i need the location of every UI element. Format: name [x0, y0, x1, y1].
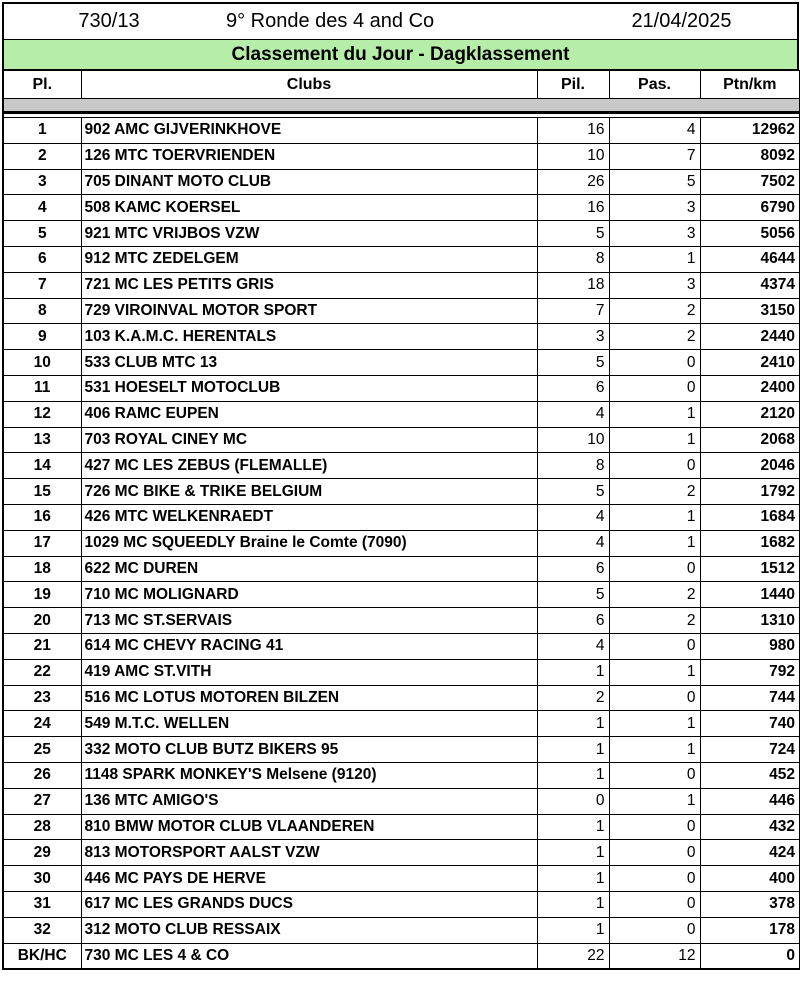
- table-row: [3, 272, 800, 298]
- passengers-cell: 1: [609, 427, 700, 453]
- passengers-cell: 1: [609, 401, 700, 427]
- club-cell: 730 MC LES 4 & CO: [81, 943, 537, 969]
- club-cell: 406 RAMC EUPEN: [81, 401, 537, 427]
- points-cell: 724: [700, 737, 800, 763]
- club-cell: 419 AMC ST.VITH: [81, 659, 537, 685]
- passengers-cell: 1: [609, 530, 700, 556]
- club-cell: 921 MTC VRIJBOS VZW: [81, 221, 537, 247]
- pilots-cell: 8: [537, 246, 609, 272]
- points-cell: 400: [700, 866, 800, 892]
- rank-cell: 21: [3, 633, 81, 659]
- rank-cell: 17: [3, 530, 81, 556]
- passengers-cell: 0: [609, 840, 700, 866]
- rank-cell: 27: [3, 788, 81, 814]
- table-row: [3, 118, 800, 144]
- table-row: [3, 298, 800, 324]
- points-cell: 178: [700, 917, 800, 943]
- passengers-cell: 1: [609, 788, 700, 814]
- club-cell: 705 DINANT MOTO CLUB: [81, 169, 537, 195]
- club-cell: 549 M.T.C. WELLEN: [81, 711, 537, 737]
- points-cell: 6790: [700, 195, 800, 221]
- passengers-cell: 12: [609, 943, 700, 969]
- points-cell: 452: [700, 762, 800, 788]
- points-cell: 2400: [700, 375, 800, 401]
- table-row: [3, 479, 800, 505]
- pilots-cell: 1: [537, 711, 609, 737]
- points-cell: 7502: [700, 169, 800, 195]
- passengers-cell: 0: [609, 350, 700, 376]
- club-cell: 726 MC BIKE & TRIKE BELGIUM: [81, 479, 537, 505]
- table-row: [3, 169, 800, 195]
- passengers-cell: 0: [609, 917, 700, 943]
- table-row: [3, 891, 800, 917]
- points-cell: 0: [700, 943, 800, 969]
- pilots-cell: 1: [537, 737, 609, 763]
- points-cell: 2120: [700, 401, 800, 427]
- rank-cell: 5: [3, 221, 81, 247]
- rank-cell: 10: [3, 350, 81, 376]
- points-cell: 5056: [700, 221, 800, 247]
- passengers-cell: 0: [609, 453, 700, 479]
- passengers-cell: 2: [609, 324, 700, 350]
- ranking-rows: [3, 118, 800, 969]
- pilots-cell: 0: [537, 788, 609, 814]
- table-row: [3, 788, 800, 814]
- pilots-cell: 4: [537, 504, 609, 530]
- column-header-ptn: Ptn/km: [700, 71, 800, 99]
- club-cell: 531 HOESELT MOTOCLUB: [81, 375, 537, 401]
- points-cell: 2046: [700, 453, 800, 479]
- pilots-cell: 1: [537, 840, 609, 866]
- club-cell: 516 MC LOTUS MOTOREN BILZEN: [81, 685, 537, 711]
- pilots-cell: 4: [537, 530, 609, 556]
- passengers-cell: 0: [609, 375, 700, 401]
- rank-cell: 12: [3, 401, 81, 427]
- points-cell: 3150: [700, 298, 800, 324]
- passengers-cell: 3: [609, 221, 700, 247]
- club-cell: 902 AMC GIJVERINKHOVE: [81, 118, 537, 144]
- points-cell: 1440: [700, 582, 800, 608]
- passengers-cell: 3: [609, 272, 700, 298]
- pilots-cell: 1: [537, 866, 609, 892]
- club-cell: 533 CLUB MTC 13: [81, 350, 537, 376]
- table-row: [3, 633, 800, 659]
- event-reference: 730/13: [78, 10, 140, 32]
- pilots-cell: 3: [537, 324, 609, 350]
- club-cell: 703 ROYAL CINEY MC: [81, 427, 537, 453]
- event-title: 9° Ronde des 4 and Co: [226, 10, 435, 32]
- classification-sheet: [2, 2, 799, 970]
- column-header-pil: Pil.: [537, 71, 609, 99]
- club-cell: 713 MC ST.SERVAIS: [81, 608, 537, 634]
- rank-cell: 20: [3, 608, 81, 634]
- pilots-cell: 10: [537, 427, 609, 453]
- points-cell: 446: [700, 788, 800, 814]
- pilots-cell: 8: [537, 453, 609, 479]
- passengers-cell: 5: [609, 169, 700, 195]
- points-cell: 1684: [700, 504, 800, 530]
- pilots-cell: 2: [537, 685, 609, 711]
- table-row: [3, 530, 800, 556]
- club-cell: 103 K.A.M.C. HERENTALS: [81, 324, 537, 350]
- table-row: [3, 711, 800, 737]
- club-cell: 1148 SPARK MONKEY'S Melsene (9120): [81, 762, 537, 788]
- passengers-cell: 1: [609, 711, 700, 737]
- table-row: [3, 375, 800, 401]
- club-cell: 710 MC MOLIGNARD: [81, 582, 537, 608]
- rank-cell: 29: [3, 840, 81, 866]
- points-cell: 2068: [700, 427, 800, 453]
- table-row: [3, 401, 800, 427]
- pilots-cell: 1: [537, 762, 609, 788]
- rank-cell: 22: [3, 659, 81, 685]
- rank-cell: 25: [3, 737, 81, 763]
- club-cell: 622 MC DUREN: [81, 556, 537, 582]
- pilots-cell: 6: [537, 375, 609, 401]
- rank-cell: 3: [3, 169, 81, 195]
- points-cell: 432: [700, 814, 800, 840]
- club-cell: 426 MTC WELKENRAEDT: [81, 504, 537, 530]
- table-row: [3, 659, 800, 685]
- table-row: [3, 143, 800, 169]
- pilots-cell: 22: [537, 943, 609, 969]
- passengers-cell: 1: [609, 246, 700, 272]
- club-cell: 332 MOTO CLUB BUTZ BIKERS 95: [81, 737, 537, 763]
- rank-cell: 31: [3, 891, 81, 917]
- club-cell: 136 MTC AMIGO'S: [81, 788, 537, 814]
- points-cell: 424: [700, 840, 800, 866]
- pilots-cell: 4: [537, 633, 609, 659]
- club-cell: 912 MTC ZEDELGEM: [81, 246, 537, 272]
- rank-cell: 9: [3, 324, 81, 350]
- rank-cell: 2: [3, 143, 81, 169]
- points-cell: 4374: [700, 272, 800, 298]
- pilots-cell: 10: [537, 143, 609, 169]
- passengers-cell: 2: [609, 298, 700, 324]
- table-row: [3, 582, 800, 608]
- table-row: [3, 324, 800, 350]
- club-cell: 810 BMW MOTOR CLUB VLAANDEREN: [81, 814, 537, 840]
- pilots-cell: 6: [537, 608, 609, 634]
- rank-cell: 13: [3, 427, 81, 453]
- points-cell: 8092: [700, 143, 800, 169]
- passengers-cell: 3: [609, 195, 700, 221]
- points-cell: 980: [700, 633, 800, 659]
- pilots-cell: 1: [537, 814, 609, 840]
- points-cell: 1310: [700, 608, 800, 634]
- pilots-cell: 7: [537, 298, 609, 324]
- points-cell: 1792: [700, 479, 800, 505]
- points-cell: 740: [700, 711, 800, 737]
- table-header-row: [3, 71, 800, 99]
- header-separator: [3, 99, 800, 113]
- rank-cell: 19: [3, 582, 81, 608]
- rank-cell: 11: [3, 375, 81, 401]
- points-cell: 1682: [700, 530, 800, 556]
- passengers-cell: 0: [609, 633, 700, 659]
- header-bar: [2, 2, 799, 40]
- pilots-cell: 18: [537, 272, 609, 298]
- passengers-cell: 0: [609, 814, 700, 840]
- rank-cell: 24: [3, 711, 81, 737]
- rank-cell: 30: [3, 866, 81, 892]
- rank-cell: 32: [3, 917, 81, 943]
- pilots-cell: 26: [537, 169, 609, 195]
- club-cell: 729 VIROINVAL MOTOR SPORT: [81, 298, 537, 324]
- table-row: [3, 762, 800, 788]
- passengers-cell: 7: [609, 143, 700, 169]
- pilots-cell: 5: [537, 582, 609, 608]
- rank-cell: 18: [3, 556, 81, 582]
- passengers-cell: 0: [609, 762, 700, 788]
- table-row: [3, 814, 800, 840]
- table-row: [3, 866, 800, 892]
- pilots-cell: 16: [537, 118, 609, 144]
- table-row: [3, 917, 800, 943]
- table-row: [3, 556, 800, 582]
- pilots-cell: 5: [537, 350, 609, 376]
- pilots-cell: 5: [537, 221, 609, 247]
- club-cell: 446 MC PAYS DE HERVE: [81, 866, 537, 892]
- rank-cell: BK/HC: [3, 943, 81, 969]
- table-row: [3, 608, 800, 634]
- table-row: [3, 350, 800, 376]
- pilots-cell: 4: [537, 401, 609, 427]
- rank-cell: 6: [3, 246, 81, 272]
- passengers-cell: 1: [609, 659, 700, 685]
- column-header-clubs: Clubs: [81, 71, 537, 99]
- rank-cell: 4: [3, 195, 81, 221]
- rank-cell: 14: [3, 453, 81, 479]
- pilots-cell: 1: [537, 917, 609, 943]
- club-cell: 813 MOTORSPORT AALST VZW: [81, 840, 537, 866]
- table-row: [3, 737, 800, 763]
- points-cell: 378: [700, 891, 800, 917]
- pilots-cell: 1: [537, 659, 609, 685]
- passengers-cell: 0: [609, 556, 700, 582]
- table-row: [3, 221, 800, 247]
- passengers-cell: 2: [609, 582, 700, 608]
- points-cell: 744: [700, 685, 800, 711]
- club-cell: 1029 MC SQUEEDLY Braine le Comte (7090): [81, 530, 537, 556]
- pilots-cell: 16: [537, 195, 609, 221]
- passengers-cell: 1: [609, 737, 700, 763]
- rank-cell: 23: [3, 685, 81, 711]
- passengers-cell: 1: [609, 504, 700, 530]
- passengers-cell: 2: [609, 479, 700, 505]
- passengers-cell: 0: [609, 685, 700, 711]
- ranking-subtitle: Classement du Jour - Dagklassement: [2, 40, 799, 70]
- rank-cell: 15: [3, 479, 81, 505]
- club-cell: 508 KAMC KOERSEL: [81, 195, 537, 221]
- rank-cell: 28: [3, 814, 81, 840]
- club-cell: 721 MC LES PETITS GRIS: [81, 272, 537, 298]
- table-row: [3, 840, 800, 866]
- column-header-pl: Pl.: [3, 71, 81, 99]
- club-cell: 614 MC CHEVY RACING 41: [81, 633, 537, 659]
- pilots-cell: 1: [537, 891, 609, 917]
- rank-cell: 16: [3, 504, 81, 530]
- club-cell: 427 MC LES ZEBUS (FLEMALLE): [81, 453, 537, 479]
- pilots-cell: 5: [537, 479, 609, 505]
- event-date: 21/04/2025: [631, 10, 732, 32]
- passengers-cell: 0: [609, 866, 700, 892]
- points-cell: 2440: [700, 324, 800, 350]
- passengers-cell: 2: [609, 608, 700, 634]
- points-cell: 4644: [700, 246, 800, 272]
- ranking-table: [2, 70, 800, 970]
- points-cell: 12962: [700, 118, 800, 144]
- points-cell: 792: [700, 659, 800, 685]
- points-cell: 2410: [700, 350, 800, 376]
- table-row: [3, 195, 800, 221]
- column-header-pas: Pas.: [609, 71, 700, 99]
- table-row: [3, 504, 800, 530]
- club-cell: 617 MC LES GRANDS DUCS: [81, 891, 537, 917]
- rank-cell: 26: [3, 762, 81, 788]
- points-cell: 1512: [700, 556, 800, 582]
- table-row: [3, 453, 800, 479]
- passengers-cell: 0: [609, 891, 700, 917]
- rank-cell: 8: [3, 298, 81, 324]
- rank-cell: 1: [3, 118, 81, 144]
- club-cell: 312 MOTO CLUB RESSAIX: [81, 917, 537, 943]
- rank-cell: 7: [3, 272, 81, 298]
- club-cell: 126 MTC TOERVRIENDEN: [81, 143, 537, 169]
- table-row: [3, 427, 800, 453]
- table-row: [3, 246, 800, 272]
- table-row: [3, 685, 800, 711]
- passengers-cell: 4: [609, 118, 700, 144]
- pilots-cell: 6: [537, 556, 609, 582]
- table-row: [3, 943, 800, 969]
